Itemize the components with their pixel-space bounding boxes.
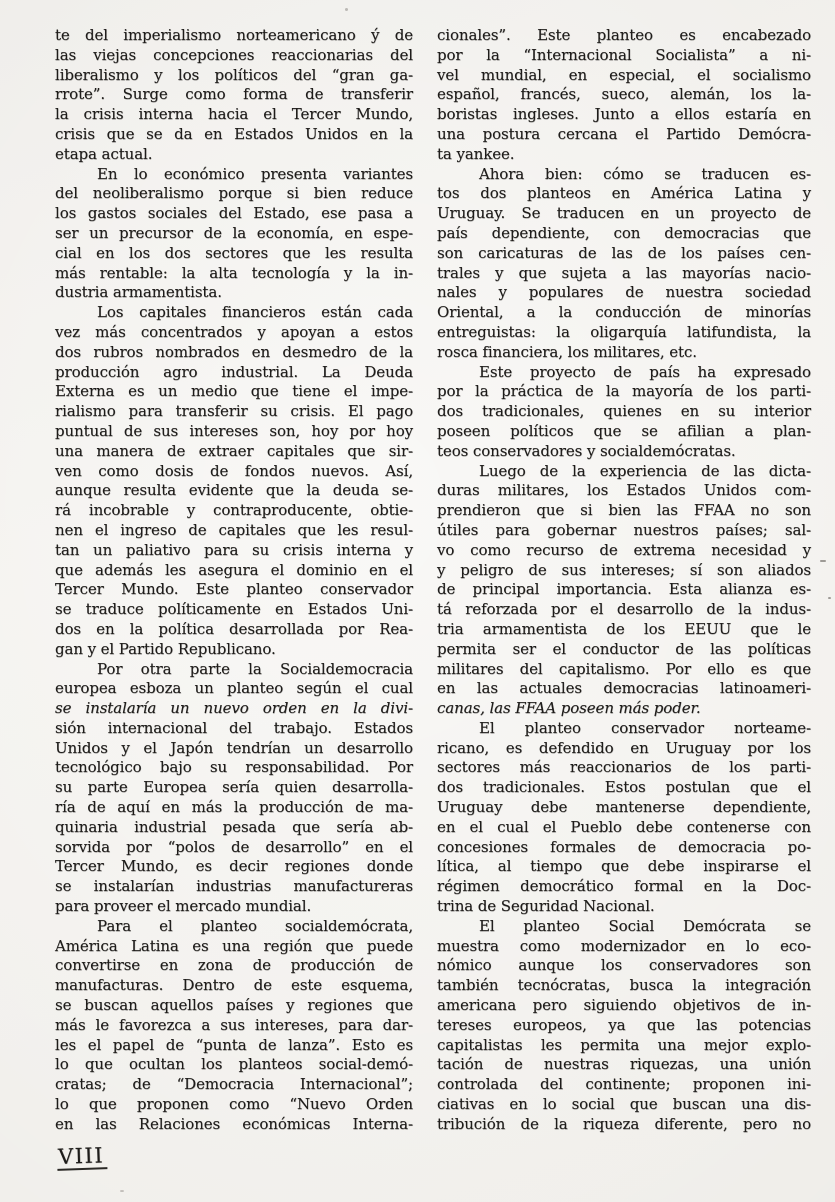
text-line: militares del capitalismo. Por ello es que [437,659,811,678]
text-line: ta yankee. [437,144,515,163]
page-number: VIII [57,1143,108,1171]
text-line: En lo económico presenta variantes [97,164,413,183]
text-line: régimen democrático formal en la Doc- [437,877,811,896]
text-line: vo como recurso de extrema necesidad y [437,540,811,559]
text-line: entreguistas: la oligarquía latifundista, la [437,322,811,341]
text-line: dos en la política desarrollada por Rea- [55,619,413,638]
text-line: por la “Internacional Socialista” a ni- [437,45,811,64]
text-line: Tercer Mundo, es decir regiones donde [55,857,413,876]
text-line: nen el ingreso de capitales que les resul- [55,520,413,539]
text-line: Luego de la experiencia de las dicta- [479,461,811,480]
text-line: canas, las FFAA poseen más poder. [437,699,701,718]
text-line: las viejas concepciones reaccionarias del [55,45,413,64]
text-line: etapa actual. [55,144,153,163]
scan-speckle [120,1190,124,1192]
text-line: tria armamentista de los EEUU que le [437,619,811,638]
text-line: y peligro de sus intereses; sí son aliados [437,560,811,579]
text-line: vel mundial, en especial, el socialismo [437,65,811,84]
text-line: dos rubros nombrados en desmedro de la [55,342,413,361]
text-line: sorvida por “polos de desarrollo” en el [55,837,413,856]
text-line: duras militares, los Estados Unidos com- [437,481,811,500]
text-line: les el papel de “punta de lanza”. Esto es [55,1035,413,1054]
text-line: tá reforzada por el desarrollo de la indus- [437,600,811,619]
text-line: su parte Europea sería quien desarrolla- [55,778,413,797]
text-line: que además les asegura el dominio en el [55,560,413,579]
text-line: gan y el Partido Republicano. [55,639,276,658]
text-line: América Latina es una región que puede [55,936,413,955]
paragraph [55,917,413,1135]
text-line: rialismo para transferir su crisis. El pago [55,402,413,421]
text-line: capitalistas les permita una mejor explo- [437,1035,811,1054]
text-line: aunque resulta evidente que la deuda se- [55,481,413,500]
text-line: ven como dosis de fondos nuevos. Así, [55,461,413,480]
text-line: más rentable: la alta tecnología y la in- [55,263,413,282]
paragraph [55,165,413,304]
text-line: se traduce políticamente en Estados Uni- [55,600,413,619]
paragraph [437,917,811,1135]
text-line: americana pero siguiendo objetivos de in- [437,996,811,1015]
text-line: país dependiente, con democracias que [437,223,811,242]
text-line: concesiones formales de democracia po- [437,837,811,856]
text-line: vez más concentrados y apoyan a estos [55,322,413,341]
text-line: manufacturas. Dentro de este esquema, [55,976,413,995]
text-line: dustria armamentista. [55,283,222,302]
column-right [437,26,811,1135]
text-line: Los capitales financieros están cada [97,303,413,322]
text-line: rrote”. Surge como forma de transferir [55,85,413,104]
text-line: en las actuales democracias latinoameri- [437,679,811,698]
paragraph [437,26,811,165]
text-line: rosca financiera, los militares, etc. [437,342,697,361]
text-line: puntual de sus intereses son, hoy por hoy [55,421,413,440]
text-line: se instalarían industrias manufactureras [55,877,413,896]
text-line: para proveer el mercado mundial. [55,897,312,916]
text-line: son caricaturas de las de los países cen- [437,243,811,262]
text-line: del neoliberalismo porque si bien reduce [55,184,413,203]
text-line: dos tradicionales, quienes en su interior [437,402,811,421]
text-line: cial en los dos sectores que les resulta [55,243,413,262]
scan-speckle [820,560,826,562]
paragraph [55,26,413,165]
text-line: Oriental, a la conducción de minorías [437,303,811,322]
scan-speckle [345,8,348,11]
text-line: Unidos y el Japón tendrían un desarrollo [55,738,413,757]
scan-speckle [828,597,831,599]
text-line: trales y que sujeta a las mayorías nacio- [437,263,811,282]
text-line: sión internacional del trabajo. Estados [55,718,413,737]
paragraph [437,363,811,462]
text-line: en el cual el Pueblo debe contenerse con [437,817,811,836]
text-line: Uruguay. Se traducen en un proyecto de [437,204,811,223]
text-line: útiles para gobernar nuestros países; sal- [437,520,811,539]
paragraph [55,660,413,917]
text-line: europea esboza un planteo según el cual [55,679,413,698]
text-line: Uruguay debe mantenerse dependiente, [437,798,811,817]
text-line: español, francés, sueco, alemán, los la- [437,85,811,104]
text-line: boristas ingleses. Junto a ellos estaría en [437,105,811,124]
text-line: El planteo conservador norteame- [479,718,811,737]
text-line: cionales”. Este planteo es encabezado [437,26,811,44]
paragraph [437,165,811,363]
text-line: nómico aunque los conservadores son [437,956,811,975]
text-line: permita ser el conductor de las políticas [437,639,811,658]
text-line: por la práctica de la mayoría de los parti- [437,382,811,401]
text-line: El planteo Social Demócrata se [479,916,811,935]
text-line: Externa es un medio que tiene el impe- [55,382,413,401]
text-line: dos tradicionales. Estos postulan que el [437,778,811,797]
text-line: teos conservadores y socialdemócratas. [437,441,736,460]
text-line: de principal importancia. Esta alianza es- [437,580,811,599]
text-line: ciativas en lo social que buscan una dis- [437,1095,811,1114]
text-line: Por otra parte la Socialdemocracia [97,659,413,678]
text-line: la crisis interna hacia el Tercer Mundo, [55,105,413,124]
text-line: muestra como modernizador en lo eco- [437,936,811,955]
text-line: tos dos planteos en América Latina y [437,184,811,203]
text-line: lo que proponen como “Nuevo Orden [55,1095,413,1114]
text-line: trina de Seguridad Nacional. [437,897,655,916]
text-line: tación de nuestras riquezas, una unión [437,1055,811,1074]
text-line: Para el planteo socialdemócrata, [97,916,413,935]
text-line: ser un precursor de la economía, en espe- [55,223,413,242]
text-line: Ahora bien: cómo se traducen es- [479,164,811,183]
text-line: sectores más reaccionarios de los parti- [437,758,811,777]
text-line: los gastos sociales del Estado, ese pasa a [55,204,413,223]
text-line: lítica, al tiempo que debe inspirarse el [437,857,811,876]
text-line: tereses europeos, ya que las potencias [437,1015,811,1034]
text-line: te del imperialismo norteamericano ý de [55,26,413,44]
text-line: rá incobrable y contraproducente, obtie- [55,501,413,520]
text-line: controlada del continente; proponen ini- [437,1075,811,1094]
text-columns [55,26,811,1135]
column-left [55,26,413,1135]
text-line: una postura cercana el Partido Demócra- [437,124,811,143]
paragraph [55,303,413,659]
text-line: Este proyecto de país ha expresado [479,362,811,381]
text-line: también tecnócratas, busca la integración [437,976,811,995]
text-line: cratas; de “Democracia Internacional”; [55,1075,413,1094]
text-line: liberalismo y los políticos del “gran ga- [55,65,413,84]
text-line: se buscan aquellos países y regiones que [55,996,413,1015]
paragraph [437,462,811,719]
text-line: prendieron que si bien las FFAA no son [437,501,811,520]
text-line: ría de aquí en más la producción de ma- [55,798,413,817]
text-line: convertirse en zona de producción de [55,956,413,975]
text-line: poseen políticos que se afilian a plan- [437,421,811,440]
text-line: tecnológico bajo su responsabilidad. Por [55,758,413,777]
text-line: tribución de la riqueza diferente, pero no [437,1114,811,1133]
text-line: Tercer Mundo. Este planteo conservador [55,580,413,599]
text-line: lo que ocultan los planteos social-demó- [55,1055,413,1074]
paragraph [437,719,811,917]
text-line: en las Relaciones económicas Interna- [55,1114,413,1133]
text-line: más le favorezca a sus intereses, para dar- [55,1015,413,1034]
text-line: tan un paliativo para su crisis interna y [55,540,413,559]
text-line: una manera de extraer capitales que sir- [55,441,413,460]
text-line: quinaria industrial pesada que sería ab- [55,817,413,836]
text-line: producción agro industrial. La Deuda [55,362,413,381]
text-line: crisis que se da en Estados Unidos en la [55,124,413,143]
text-line: nales y populares de nuestra sociedad [437,283,811,302]
text-line: ricano, es defendido en Uruguay por los [437,738,811,757]
text-line: se instalaría un nuevo orden en la divi- [55,699,413,718]
